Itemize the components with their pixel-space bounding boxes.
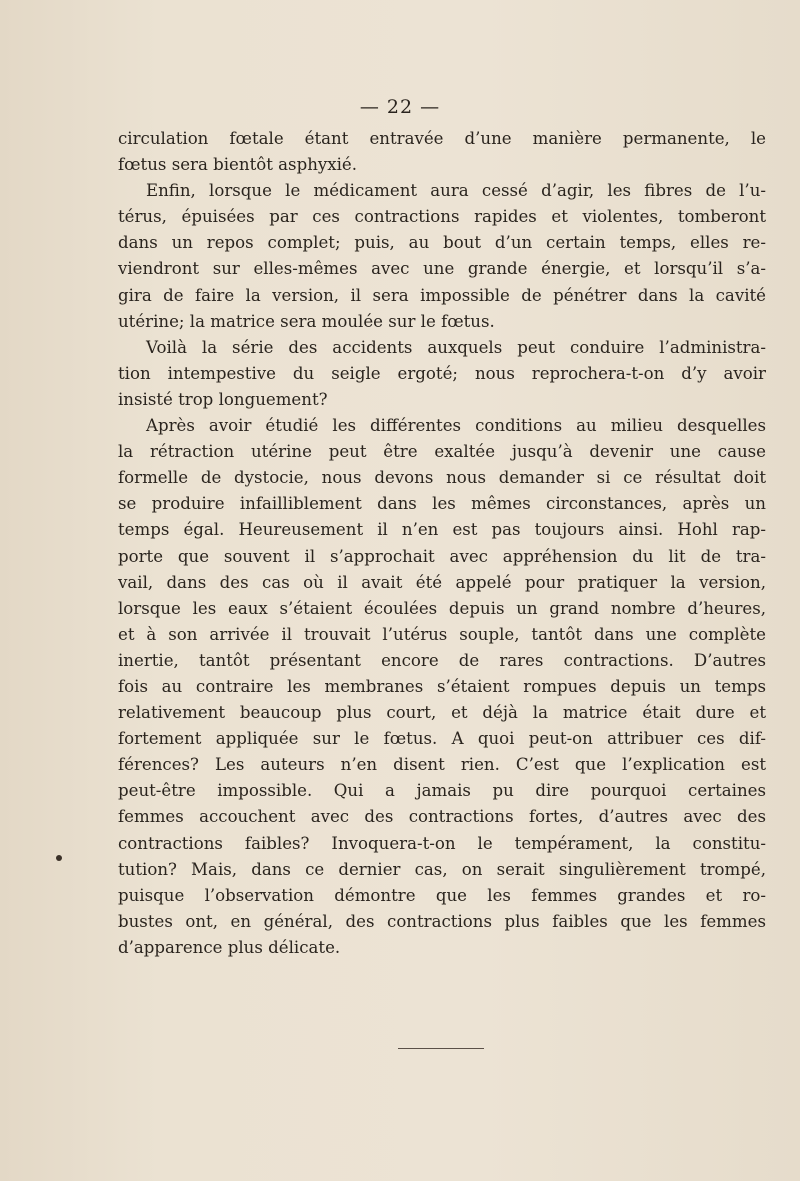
text-line: inertie, tantôt présentant encore de rares contractions. D’autres xyxy=(118,650,766,670)
text-line: bustes ont, en général, des contractions plus faibles que les femmes xyxy=(118,911,766,931)
text-line: la rétraction utérine peut être exaltée jusqu’à devenir une cause xyxy=(118,442,766,462)
body-text xyxy=(118,126,766,961)
text-line: puisque l’observation démontre que les femmes grandes et ro- xyxy=(118,885,766,905)
text-line: temps égal. Heureusement il n’en est pas toujours ainsi. Hohl rap- xyxy=(118,520,766,540)
text-line: et à son arrivée il trouvait l’utérus souple, tantôt dans une complète xyxy=(118,624,766,644)
text-line: d’apparence plus délicate. xyxy=(118,937,341,957)
text-line: fœtus sera bientôt asphyxié. xyxy=(118,155,358,175)
text-line: tion intempestive du seigle ergoté; nous reprochera-t-on d’y avoir xyxy=(118,363,766,383)
text-line: viendront sur elles-mêmes avec une grande énergie, et lorsqu’il s’a- xyxy=(118,259,766,279)
text-line: insisté trop longuement? xyxy=(118,389,328,409)
text-line: formelle de dystocie, nous devons nous demander si ce résultat doit xyxy=(118,468,766,488)
text-line: dans un repos complet; puis, au bout d’un certain temps, elles re- xyxy=(118,233,766,253)
text-line: peut-être impossible. Qui a jamais pu dire pourquoi certaines xyxy=(118,781,766,801)
text-line: tution? Mais, dans ce dernier cas, on serait singulièrement trompé, xyxy=(118,859,766,879)
text-line: Voilà la série des accidents auxquels peut conduire l’administra- xyxy=(146,337,766,357)
ink-speck xyxy=(56,855,62,861)
text-line: gira de faire la version, il sera impossible de pénétrer dans la cavité xyxy=(118,285,766,305)
text-line: fortement appliquée sur le fœtus. A quoi peut-on attribuer ces dif- xyxy=(118,729,766,749)
end-rule xyxy=(398,1048,484,1049)
text-line: circulation fœtale étant entravée d’une manière permanente, le xyxy=(118,129,766,148)
text-line: contractions faibles? Invoquera-t-on le tempérament, la constitu- xyxy=(118,833,766,853)
text-line: Enfin, lorsque le médicament aura cessé d’agir, les fibres de l’u- xyxy=(146,181,766,201)
text-line: relativement beaucoup plus court, et déjà la matrice était dure et xyxy=(118,703,766,723)
text-line: térus, épuisées par ces contractions rapides et violentes, tomberont xyxy=(118,207,766,227)
text-line: Après avoir étudié les différentes conditions au milieu desquelles xyxy=(146,416,766,436)
text-line: porte que souvent il s’approchait avec appréhension du lit de tra- xyxy=(118,546,766,566)
text-line: vail, dans des cas où il avait été appelé pour pratiquer la version, xyxy=(118,572,766,592)
text-line: se produire infailliblement dans les mêmes circonstances, après un xyxy=(118,494,766,514)
page-number: — 22 — xyxy=(359,96,441,118)
text-line: fois au contraire les membranes s’étaient rompues depuis un temps xyxy=(118,676,766,696)
text-line: lorsque les eaux s’étaient écoulées depuis un grand nombre d’heures, xyxy=(118,598,766,618)
text-line: férences? Les auteurs n’en disent rien. C’est que l’explication est xyxy=(118,755,766,775)
text-line: femmes accouchent avec des contractions fortes, d’autres avec des xyxy=(118,807,766,827)
text-line: utérine; la matrice sera moulée sur le fœtus. xyxy=(118,311,495,331)
